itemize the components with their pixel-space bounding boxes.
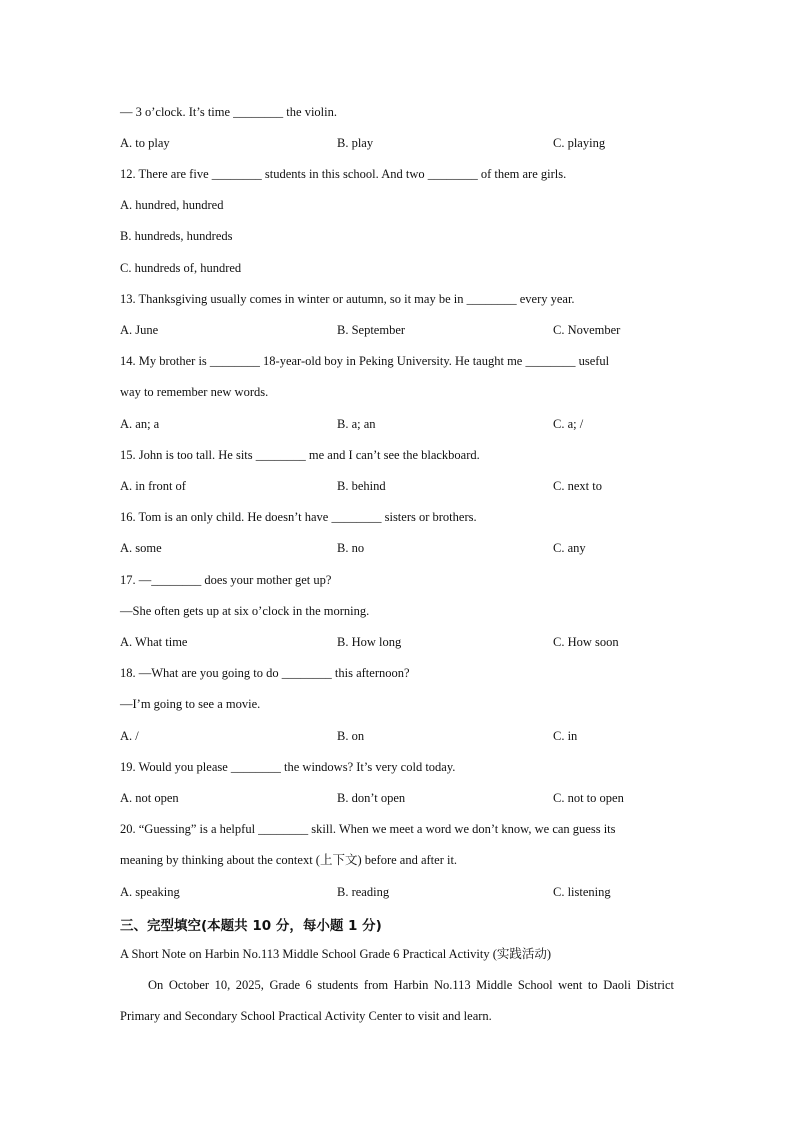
q11-option-b: B. play <box>337 136 374 150</box>
q20-option-c: C. listening <box>553 885 611 899</box>
passage-title: A Short Note on Harbin No.113 Middle School Grade 6 Practical Activity (实践活动) <box>120 947 552 961</box>
q16-option-a: A. some <box>120 541 162 555</box>
q15-question: 15. John is too tall. He sits ________ me and I can’t see the blackboard. <box>120 448 480 462</box>
q14-question-line2: way to remember new words. <box>120 385 269 399</box>
q18-question: 18. —What are you going to do ________ this afternoon? <box>120 666 410 680</box>
section-heading: 三、完型填空(本题共 10 分，每小题 1 分) <box>120 918 382 934</box>
q17-option-a: A. What time <box>120 635 188 649</box>
q20-option-b: B. reading <box>337 885 390 899</box>
q19-question: 19. Would you please ________ the windows? It’s very cold today. <box>120 760 456 774</box>
q19-option-b: B. don’t open <box>337 791 406 805</box>
q15-option-b: B. behind <box>337 479 386 493</box>
q15-option-a: A. in front of <box>120 479 186 493</box>
q15-option-c: C. next to <box>553 479 602 493</box>
q18-option-b: B. on <box>337 729 365 743</box>
q14-question-line1: 14. My brother is ________ 18-year-old boy in Peking University. He taught me ________ useful <box>120 354 610 368</box>
passage-paragraph: On October 10, 2025, Grade 6 students from Harbin No.113 Middle School went to Daoli District Primary and Secondary School Practical Activity Center to visit and learn. <box>120 978 674 1023</box>
q16-option-b: B. no <box>337 541 365 555</box>
q19-option-c: C. not to open <box>553 791 624 805</box>
q11-option-c: C. playing <box>553 136 606 150</box>
q19-option-a: A. not open <box>120 791 179 805</box>
q12-option-b: B. hundreds, hundreds <box>120 229 233 243</box>
q14-option-c: C. a; / <box>553 417 584 431</box>
q13-question: 13. Thanksgiving usually comes in winter or autumn, so it may be in ________ every year. <box>120 292 575 306</box>
q12-option-c: C. hundreds of, hundred <box>120 261 242 275</box>
q14-option-a: A. an; a <box>120 417 160 431</box>
q16-option-c: C. any <box>553 541 586 555</box>
q18-answer-line: —I’m going to see a movie. <box>120 697 261 711</box>
q20-question-line1: 20. “Guessing” is a helpful ________ skill. When we meet a word we don’t know, we can guess its <box>120 822 616 836</box>
q12-question: 12. There are five ________ students in this school. And two ________ of them are girls. <box>120 167 567 181</box>
q14-option-b: B. a; an <box>337 417 376 431</box>
q11-answer-line: — 3 o’clock. It’s time ________ the violin. <box>120 105 337 119</box>
q18-option-a: A. / <box>120 729 139 743</box>
q13-option-b: B. September <box>337 323 406 337</box>
q13-option-c: C. November <box>553 323 621 337</box>
q20-option-a: A. speaking <box>120 885 180 899</box>
q17-option-b: B. How long <box>337 635 402 649</box>
q20-question-line2: meaning by thinking about the context (上下文) before and after it. <box>120 853 458 867</box>
q17-question: 17. —________ does your mother get up? <box>120 573 332 587</box>
q11-option-a: A. to play <box>120 136 170 150</box>
q18-option-c: C. in <box>553 729 578 743</box>
q12-option-a: A. hundred, hundred <box>120 198 224 212</box>
q16-question: 16. Tom is an only child. He doesn’t have ________ sisters or brothers. <box>120 510 477 524</box>
q13-option-a: A. June <box>120 323 159 337</box>
q17-option-c: C. How soon <box>553 635 619 649</box>
q17-answer-line: —She often gets up at six o’clock in the morning. <box>120 604 370 618</box>
